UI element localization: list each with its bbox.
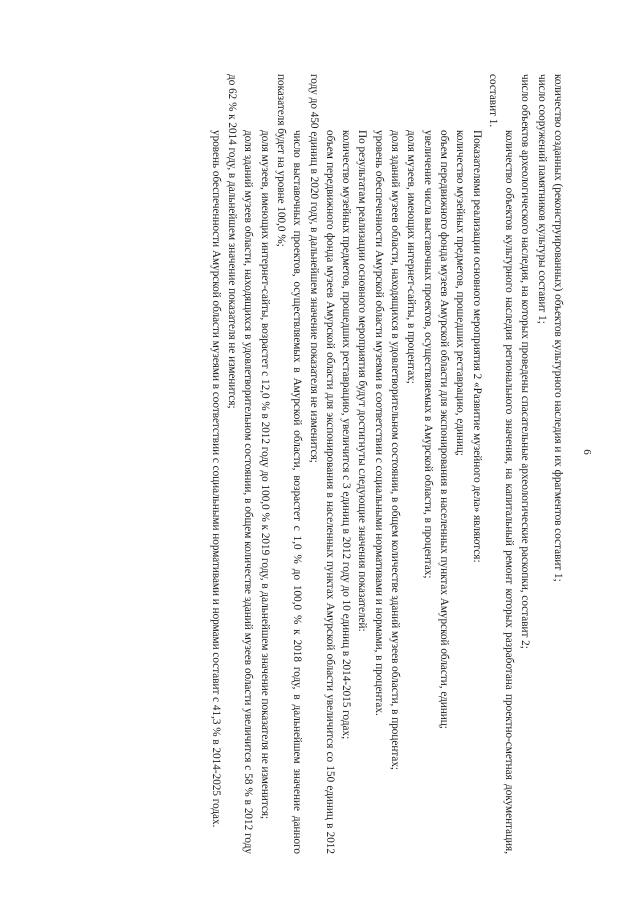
paragraph: объем передвижного фонда музеев Амурской области для экспонирования в населенных пунктах Амурской области, единиц; <box>437 130 450 729</box>
paragraph: уровень обеспеченности Амурской области музеями в соответствии с социальными нормативами и нормами, в процентах. <box>372 130 385 716</box>
paragraph: количество объектов культурного наследия регионального значения, на капитальный ремонт которых разработана проектно-сметная документация, составит 1. <box>486 74 516 854</box>
paragraph: Показателями реализации основного мероприятия 2 «Развитие музейного дела» являются: <box>470 130 483 563</box>
paragraph: доля зданий музеев области, находящихся в удовлетворительном состоянии, в общем количестве зданий музеев области, в процентах; <box>389 130 402 771</box>
paragraph: объем передвижного фонда музеев Амурской области для экспонирования в населенных пунктах Амурской области увеличится со 150 единиц в 2012 году до 450 единиц в 2020 году, в дальнейшем значение показателя не изменится; <box>307 74 336 854</box>
paragraph: число выставочных проектов, осуществляемых в Амурской области, возрастет с 1,0 % до 100,0 % к 2018 году, в дальнейшем значение данного показателя будет на уровне 100,0 %; <box>274 74 304 854</box>
paragraph: По результатам реализации основного мероприятия будут достигнуты следующие значения показателей: <box>356 130 369 632</box>
paragraph: число сооружений памятников культуры составит 1; <box>535 74 548 324</box>
paragraph: количество созданных (реконструированных) объектов культурного наследия и их фрагментов составит 1; <box>552 74 564 582</box>
paragraph: доля музеев, имеющих интернет-сайты, возрастет с 12,0 % в 2012 году до 100,0 % к 2019 году, в дальнейшем значение показателя не изменится; <box>258 130 271 820</box>
paragraph: доля зданий музеев области, находящихся в удовлетворительном состоянии, в общем количестве зданий музеев области увеличится с 58 % в 2012 году до 62 % к 2014 году, в дальнейшем значение показателя не изменится; <box>226 74 255 854</box>
document-body <box>98 74 566 854</box>
paragraph: доля музеев, имеющих интернет-сайты, в процентах; <box>405 130 418 384</box>
paragraph: количество музейных предметов, прошедших реставрацию, единиц; <box>454 130 467 456</box>
paragraph: увеличение числа выставочных проектов, осуществляемых в Амурской области, в процентах; <box>421 130 434 579</box>
paragraph: уровень обеспеченности Амурской области музеями в соответствии с социальными нормативами и нормами составит с 41,3 % в 2014-2025 годах. <box>209 130 222 828</box>
page-number: 6 <box>580 449 593 455</box>
paragraph: количество музейных предметов, прошедших реставрацию, увеличится с 3 единиц в 2012 году до 10 единиц в 2014-2015 годах; <box>340 130 353 740</box>
paragraph: число объектов археологического наследия, на которых проведены спасательные археологические раскопки, составит 2; <box>519 74 532 649</box>
